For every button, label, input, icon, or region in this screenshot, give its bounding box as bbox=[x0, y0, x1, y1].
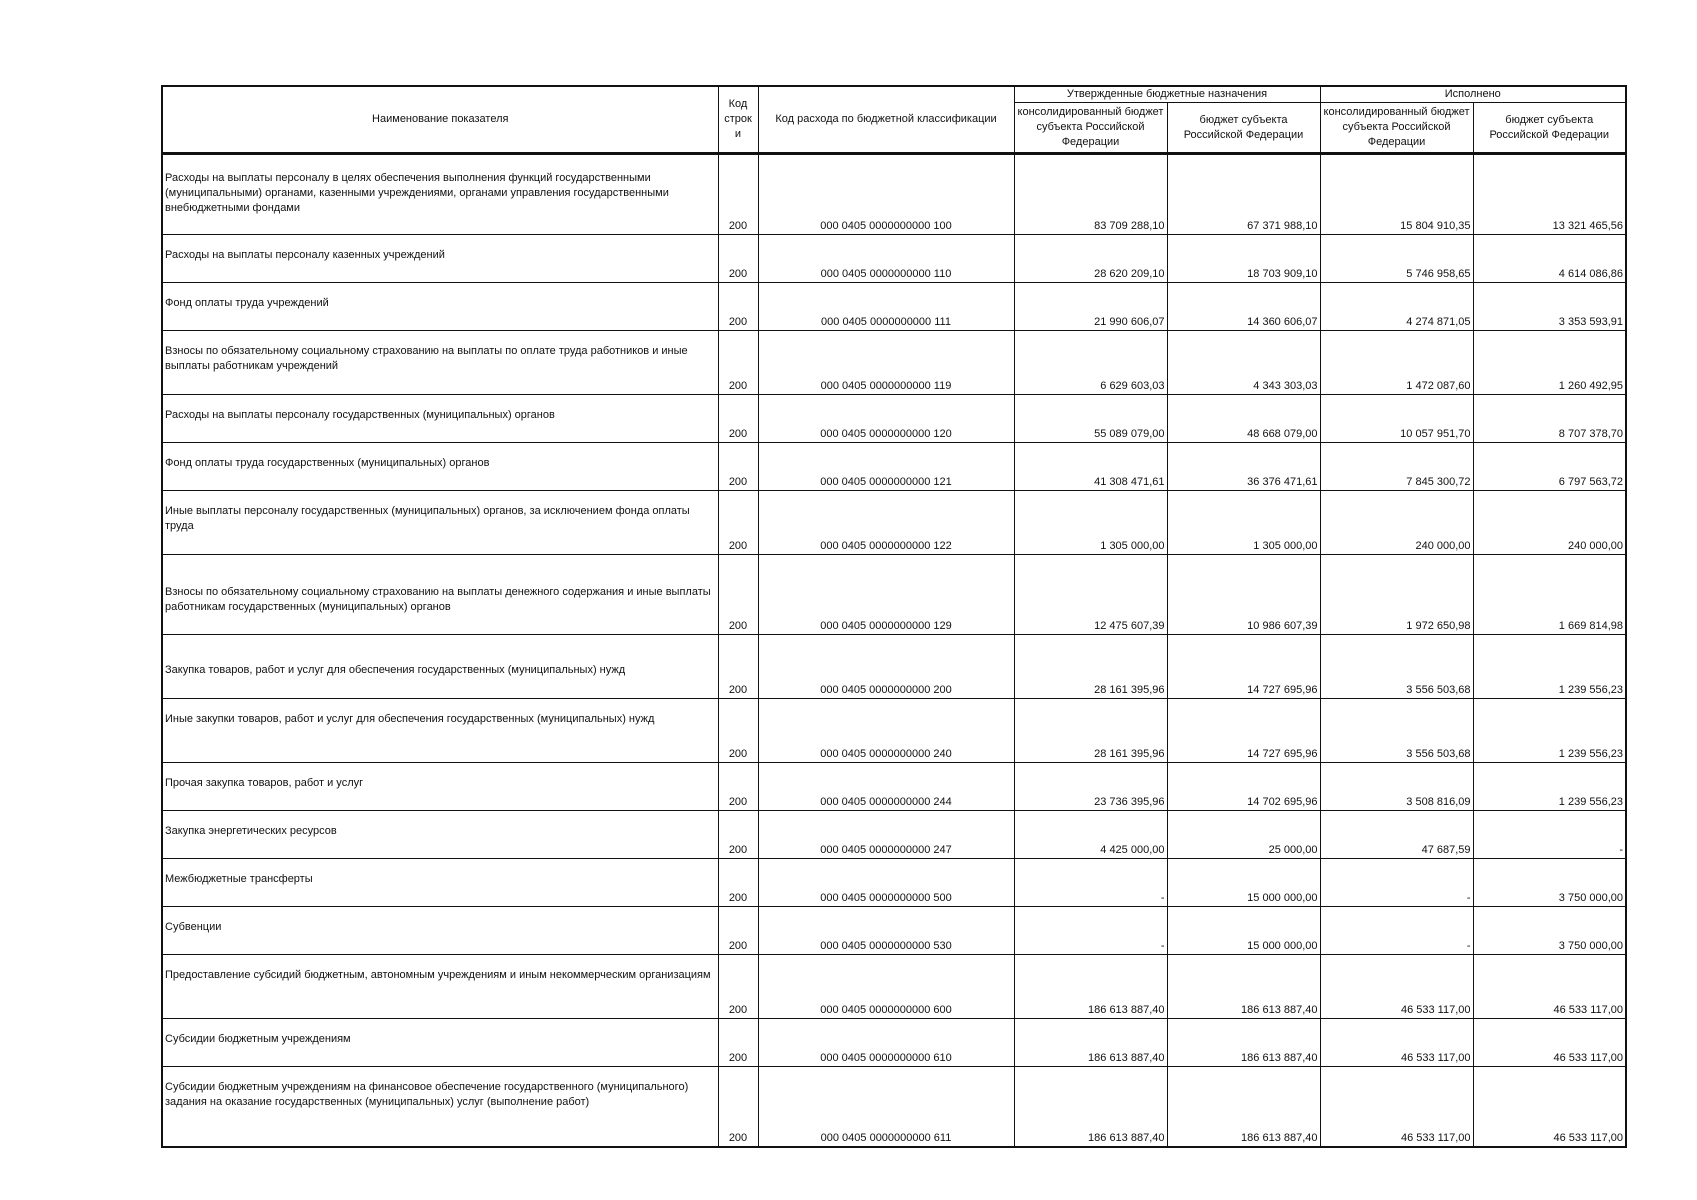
row-name: Расходы на выплаты персоналу в целях обеспечения выполнения функций государственными (муниципальными) органами, казенными учреждениями, органами управления государственными внебюджетными фондами bbox=[165, 172, 669, 214]
row-approved-consolidated: 4 425 000,00 bbox=[1014, 811, 1167, 859]
row-line-code: 200 bbox=[718, 154, 758, 235]
row-executed-consolidated: 3 556 503,68 bbox=[1320, 635, 1473, 699]
row-approved-consolidated: 21 990 606,07 bbox=[1014, 283, 1167, 331]
row-executed-subject: 1 239 556,23 bbox=[1473, 763, 1626, 811]
row-approved-consolidated: 186 613 887,40 bbox=[1014, 1019, 1167, 1067]
row-class-code: 000 0405 0000000000 600 bbox=[758, 955, 1014, 1019]
row-executed-subject: 8 707 378,70 bbox=[1473, 395, 1626, 443]
row-approved-consolidated: 28 161 395,96 bbox=[1014, 699, 1167, 763]
row-approved-consolidated: 55 089 079,00 bbox=[1014, 395, 1167, 443]
row-executed-consolidated: 46 533 117,00 bbox=[1320, 1019, 1473, 1067]
table-row bbox=[162, 154, 1626, 235]
row-executed-subject: 4 614 086,86 bbox=[1473, 235, 1626, 283]
table-row bbox=[162, 283, 1626, 331]
table-row bbox=[162, 443, 1626, 491]
row-class-code: 000 0405 0000000000 500 bbox=[758, 859, 1014, 907]
row-approved-subject: 36 376 471,61 bbox=[1167, 443, 1320, 491]
row-class-code: 000 0405 0000000000 122 bbox=[758, 491, 1014, 555]
row-executed-consolidated: 47 687,59 bbox=[1320, 811, 1473, 859]
row-executed-subject: 1 260 492,95 bbox=[1473, 331, 1626, 395]
row-executed-consolidated: 3 556 503,68 bbox=[1320, 699, 1473, 763]
table-row bbox=[162, 763, 1626, 811]
row-approved-subject: 14 360 606,07 bbox=[1167, 283, 1320, 331]
row-executed-subject: 6 797 563,72 bbox=[1473, 443, 1626, 491]
row-executed-consolidated: 1 472 087,60 bbox=[1320, 331, 1473, 395]
row-approved-consolidated: 1 305 000,00 bbox=[1014, 491, 1167, 555]
row-executed-consolidated: 4 274 871,05 bbox=[1320, 283, 1473, 331]
table-row bbox=[162, 555, 1626, 635]
row-approved-consolidated: 41 308 471,61 bbox=[1014, 443, 1167, 491]
header-approved-consolidated: консолидированный бюджет субъекта Российской Федерации bbox=[1014, 103, 1167, 154]
row-approved-subject: 10 986 607,39 bbox=[1167, 555, 1320, 635]
row-approved-subject: 67 371 988,10 bbox=[1167, 154, 1320, 235]
row-executed-subject: - bbox=[1473, 811, 1626, 859]
row-name: Взносы по обязательному социальному страхованию на выплаты денежного содержания и иные выплаты работникам государственных (муниципальных) органов bbox=[165, 586, 711, 613]
row-executed-subject: 1 669 814,98 bbox=[1473, 555, 1626, 635]
row-executed-subject: 46 533 117,00 bbox=[1473, 1067, 1626, 1147]
row-approved-subject: 14 727 695,96 bbox=[1167, 699, 1320, 763]
row-executed-consolidated: 7 845 300,72 bbox=[1320, 443, 1473, 491]
row-approved-subject: 14 727 695,96 bbox=[1167, 635, 1320, 699]
row-approved-subject: 15 000 000,00 bbox=[1167, 859, 1320, 907]
row-executed-subject: 1 239 556,23 bbox=[1473, 635, 1626, 699]
row-approved-subject: 48 668 079,00 bbox=[1167, 395, 1320, 443]
row-approved-subject: 186 613 887,40 bbox=[1167, 955, 1320, 1019]
row-executed-subject: 3 750 000,00 bbox=[1473, 907, 1626, 955]
header-approved: Утвержденные бюджетные назначения bbox=[1014, 86, 1320, 103]
row-executed-consolidated: - bbox=[1320, 859, 1473, 907]
row-approved-consolidated: - bbox=[1014, 859, 1167, 907]
row-executed-consolidated: 5 746 958,65 bbox=[1320, 235, 1473, 283]
header-name: Наименование показателя bbox=[162, 86, 718, 154]
header-approved-subject: бюджет субъекта Российской Федерации bbox=[1167, 103, 1320, 154]
row-approved-subject: 18 703 909,10 bbox=[1167, 235, 1320, 283]
row-approved-consolidated: 28 161 395,96 bbox=[1014, 635, 1167, 699]
row-line-code: 200 bbox=[718, 763, 758, 811]
row-class-code: 000 0405 0000000000 121 bbox=[758, 443, 1014, 491]
row-name: Закупка товаров, работ и услуг для обеспечения государственных (муниципальных) нужд bbox=[165, 664, 626, 676]
row-executed-subject: 1 239 556,23 bbox=[1473, 699, 1626, 763]
row-approved-subject: 1 305 000,00 bbox=[1167, 491, 1320, 555]
row-class-code: 000 0405 0000000000 200 bbox=[758, 635, 1014, 699]
row-approved-consolidated: 6 629 603,03 bbox=[1014, 331, 1167, 395]
row-line-code: 200 bbox=[718, 235, 758, 283]
row-executed-consolidated: - bbox=[1320, 907, 1473, 955]
row-line-code: 200 bbox=[718, 859, 758, 907]
row-class-code: 000 0405 0000000000 240 bbox=[758, 699, 1014, 763]
row-class-code: 000 0405 0000000000 247 bbox=[758, 811, 1014, 859]
row-approved-subject: 25 000,00 bbox=[1167, 811, 1320, 859]
row-class-code: 000 0405 0000000000 119 bbox=[758, 331, 1014, 395]
row-line-code: 200 bbox=[718, 443, 758, 491]
table-row bbox=[162, 1067, 1626, 1147]
row-approved-consolidated: 186 613 887,40 bbox=[1014, 955, 1167, 1019]
table-row bbox=[162, 907, 1626, 955]
row-name: Субвенции bbox=[165, 921, 222, 933]
table-row bbox=[162, 395, 1626, 443]
table-row bbox=[162, 955, 1626, 1019]
row-line-code: 200 bbox=[718, 1019, 758, 1067]
row-name: Иные выплаты персоналу государственных (муниципальных) органов, за исключением фонда оплаты труда bbox=[165, 505, 690, 532]
table-row bbox=[162, 635, 1626, 699]
row-approved-consolidated: 23 736 395,96 bbox=[1014, 763, 1167, 811]
row-line-code: 200 bbox=[718, 491, 758, 555]
table-header bbox=[162, 86, 1626, 154]
row-line-code: 200 bbox=[718, 331, 758, 395]
row-approved-consolidated: - bbox=[1014, 907, 1167, 955]
table-body bbox=[162, 154, 1626, 1147]
row-line-code: 200 bbox=[718, 699, 758, 763]
row-approved-consolidated: 186 613 887,40 bbox=[1014, 1067, 1167, 1147]
row-class-code: 000 0405 0000000000 120 bbox=[758, 395, 1014, 443]
row-class-code: 000 0405 0000000000 610 bbox=[758, 1019, 1014, 1067]
row-name: Прочая закупка товаров, работ и услуг bbox=[165, 777, 364, 789]
row-line-code: 200 bbox=[718, 811, 758, 859]
row-class-code: 000 0405 0000000000 129 bbox=[758, 555, 1014, 635]
row-executed-subject: 46 533 117,00 bbox=[1473, 955, 1626, 1019]
table-row bbox=[162, 331, 1626, 395]
table-row bbox=[162, 699, 1626, 763]
row-approved-subject: 14 702 695,96 bbox=[1167, 763, 1320, 811]
row-executed-consolidated: 1 972 650,98 bbox=[1320, 555, 1473, 635]
row-approved-consolidated: 12 475 607,39 bbox=[1014, 555, 1167, 635]
row-name: Иные закупки товаров, работ и услуг для обеспечения государственных (муниципальных) нужд bbox=[165, 713, 655, 725]
row-executed-consolidated: 240 000,00 bbox=[1320, 491, 1473, 555]
row-name: Расходы на выплаты персоналу казенных учреждений bbox=[165, 249, 445, 261]
row-class-code: 000 0405 0000000000 611 bbox=[758, 1067, 1014, 1147]
row-executed-consolidated: 10 057 951,70 bbox=[1320, 395, 1473, 443]
table-row bbox=[162, 859, 1626, 907]
row-approved-subject: 15 000 000,00 bbox=[1167, 907, 1320, 955]
row-executed-subject: 240 000,00 bbox=[1473, 491, 1626, 555]
row-class-code: 000 0405 0000000000 530 bbox=[758, 907, 1014, 955]
row-executed-subject: 3 353 593,91 bbox=[1473, 283, 1626, 331]
row-name: Взносы по обязательному социальному страхованию на выплаты по оплате труда работников и иные выплаты работникам учреждений bbox=[165, 345, 688, 372]
row-name: Расходы на выплаты персоналу государственных (муниципальных) органов bbox=[165, 409, 555, 421]
row-approved-subject: 4 343 303,03 bbox=[1167, 331, 1320, 395]
row-name: Субсидии бюджетным учреждениям bbox=[165, 1033, 351, 1045]
row-approved-consolidated: 28 620 209,10 bbox=[1014, 235, 1167, 283]
table-row bbox=[162, 491, 1626, 555]
row-line-code: 200 bbox=[718, 555, 758, 635]
row-line-code: 200 bbox=[718, 907, 758, 955]
row-name: Фонд оплаты труда государственных (муниципальных) органов bbox=[165, 457, 490, 469]
row-executed-consolidated: 46 533 117,00 bbox=[1320, 1067, 1473, 1147]
header-executed-consolidated: консолидированный бюджет субъекта Российской Федерации bbox=[1320, 103, 1473, 154]
row-name: Межбюджетные трансферты bbox=[165, 873, 313, 885]
header-executed: Исполнено bbox=[1320, 86, 1626, 103]
row-executed-consolidated: 15 804 910,35 bbox=[1320, 154, 1473, 235]
row-executed-consolidated: 3 508 816,09 bbox=[1320, 763, 1473, 811]
row-line-code: 200 bbox=[718, 955, 758, 1019]
table-row bbox=[162, 1019, 1626, 1067]
row-executed-subject: 3 750 000,00 bbox=[1473, 859, 1626, 907]
row-line-code: 200 bbox=[718, 283, 758, 331]
budget-execution-table bbox=[161, 85, 1627, 1148]
row-executed-consolidated: 46 533 117,00 bbox=[1320, 955, 1473, 1019]
row-executed-subject: 46 533 117,00 bbox=[1473, 1019, 1626, 1067]
row-name: Предоставление субсидий бюджетным, автономным учреждениям и иным некоммерческим организациям bbox=[165, 969, 711, 981]
row-class-code: 000 0405 0000000000 110 bbox=[758, 235, 1014, 283]
table-row bbox=[162, 235, 1626, 283]
row-name: Фонд оплаты труда учреждений bbox=[165, 297, 329, 309]
row-class-code: 000 0405 0000000000 111 bbox=[758, 283, 1014, 331]
row-class-code: 000 0405 0000000000 244 bbox=[758, 763, 1014, 811]
row-name: Закупка энергетических ресурсов bbox=[165, 825, 337, 837]
row-line-code: 200 bbox=[718, 1067, 758, 1147]
row-approved-subject: 186 613 887,40 bbox=[1167, 1019, 1320, 1067]
row-line-code: 200 bbox=[718, 395, 758, 443]
row-approved-consolidated: 83 709 288,10 bbox=[1014, 154, 1167, 235]
row-name: Субсидии бюджетным учреждениям на финансовое обеспечение государственного (муниципального) задания на оказание государственных (муниципальных) услуг (выполнение работ) bbox=[165, 1081, 689, 1108]
row-approved-subject: 186 613 887,40 bbox=[1167, 1067, 1320, 1147]
header-class-code: Код расхода по бюджетной классификации bbox=[758, 86, 1014, 154]
row-class-code: 000 0405 0000000000 100 bbox=[758, 154, 1014, 235]
row-executed-subject: 13 321 465,56 bbox=[1473, 154, 1626, 235]
header-line-code: Код строк и bbox=[718, 86, 758, 154]
header-executed-subject: бюджет субъекта Российской Федерации bbox=[1473, 103, 1626, 154]
row-line-code: 200 bbox=[718, 635, 758, 699]
table-row bbox=[162, 811, 1626, 859]
